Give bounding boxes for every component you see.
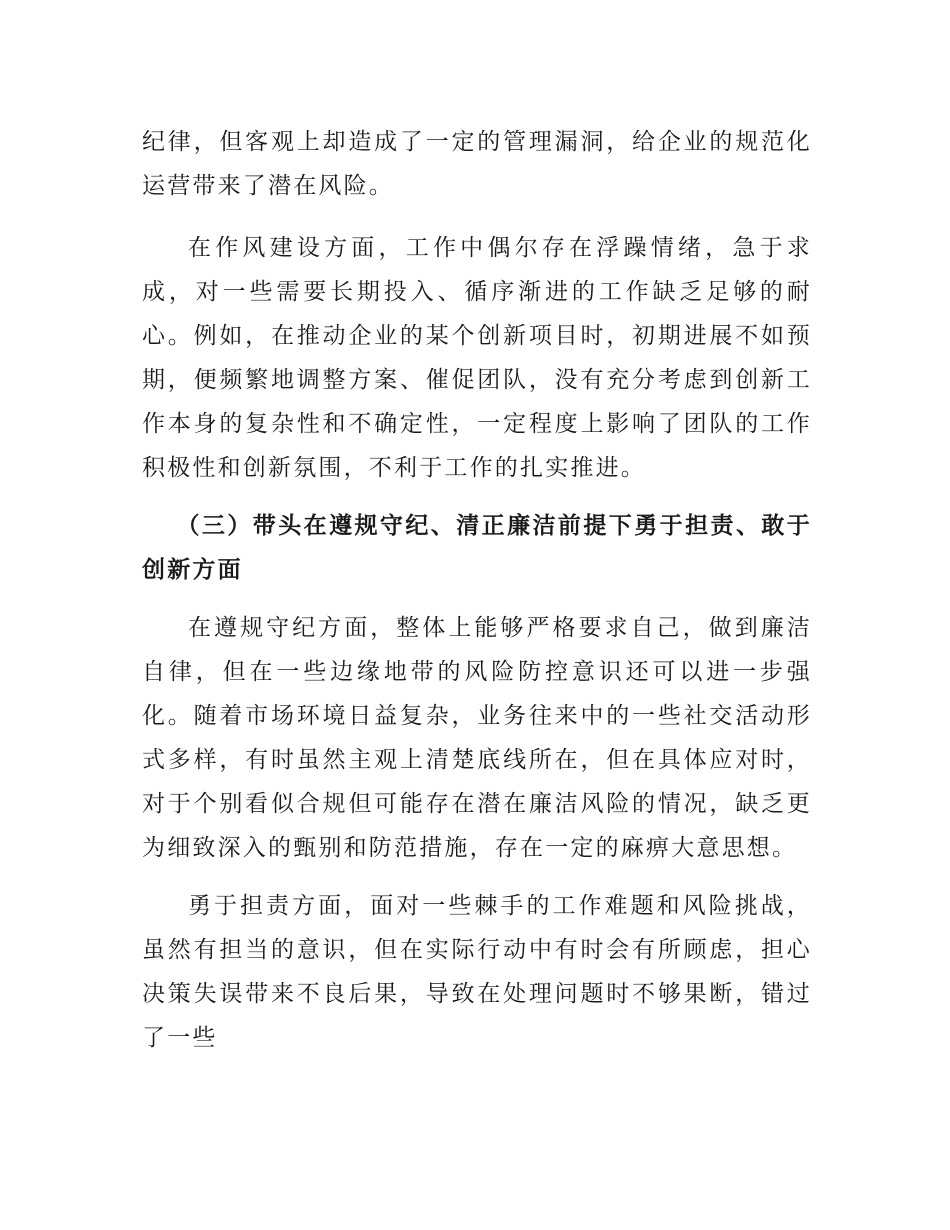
paragraph-responsibility: 勇于担责方面，面对一些棘手的工作难题和风险挑战，虽然有担当的意识，但在实际行动中有时会有所顾虑，担心决策失误带来不良后果，导致在处理问题时不够果断，错过了一些 <box>142 893 812 1051</box>
paragraph-work-style: 在作风建设方面，工作中偶尔存在浮躁情绪，急于求成，对一些需要长期投入、循序渐进的工作缺乏足够的耐心。例如，在推动企业的某个创新项目时，初期进展不如预期，便频繁地调整方案、催促团队，没有充分考虑到创新工作本身的复杂性和不确定性，一定程度上影响了团队的工作积极性和创新氛围，不利于工作的扎实推进。 <box>142 235 812 481</box>
paragraph-discipline: 在遵规守纪方面，整体上能够严格要求自己，做到廉洁自律，但在一些边缘地带的风险防控意识还可以进一步强化。随着市场环境日益复杂，业务往来中的一些社交活动形式多样，有时虽然主观上清楚底线所在，但在具体应对时，对于个别看似合规但可能存在潜在廉洁风险的情况，缺乏更为细致深入的甄别和防范措施，存在一定的麻痹大意思想。 <box>142 615 812 861</box>
section-heading-three: （三）带头在遵规守纪、清正廉洁前提下勇于担责、敢于创新方面 <box>142 513 812 583</box>
document-body <box>142 120 812 1074</box>
paragraph-continued: 纪律，但客观上却造成了一定的管理漏洞，给企业的规范化运营带来了潜在风险。 <box>142 129 812 199</box>
